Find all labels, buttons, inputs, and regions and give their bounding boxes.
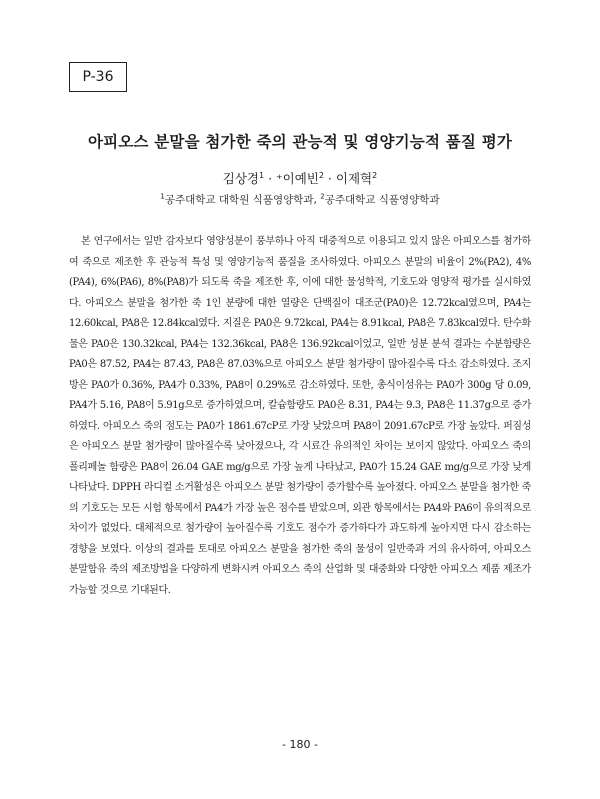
author-2: ⁺이예빈 [276, 171, 319, 186]
page-number: - 180 - [282, 738, 318, 751]
author-2-affil-mark: 2 [318, 170, 324, 180]
author-separator: · [323, 171, 336, 186]
author-1-affil-mark: 1 [259, 170, 265, 180]
affiliation-1: 공주대학교 대학원 식품영양학과, [164, 194, 321, 206]
author-line [0, 169, 600, 187]
affiliation-1-mark: 1 [160, 192, 165, 201]
affiliation-2: 공주대학교 식품영양학과 [324, 194, 440, 206]
affiliation-line [0, 192, 600, 207]
author-1: 김상경 [222, 171, 260, 186]
author-3: 이제혁 [335, 171, 373, 186]
paper-title: 아피오스 분말을 첨가한 죽의 관능적 및 영양기능적 품질 평가 [87, 133, 513, 151]
author-separator: · [264, 171, 277, 186]
abstract-body: 본 연구에서는 일반 감자보다 영양성분이 풍부하나 아직 대중적으로 이용되고 있지 않은 아피오스를 첨가하여 죽으로 제조한 후 관능적 특성 및 영양기능적 품질을 조사하였다. 아피오스 분말의 비율이 2%(PA2), 4%(PA4), 6%(PA6), 8%(PA8)가 되도록 죽을 제조한 후, 이에 대한 물성학적, 기호도와 영양적 평가를 실시하였다. 아피오스 분말을 첨가한 죽 1인 분량에 대한 열량은 단백질이 대조군(PA0)은 12.72kcal였으며, PA4는 12.60kcal, PA8은 12.84kcal였다. 지질은 PA0은 9.72kcal, PA4는 8.91kcal, PA8은 7.83kcal였다. 탄수화물은 PA0은 130.32kcal, PA4는 132.36kcal, PA8은 136.92kcal이었고, 일반 성분 분석 결과는 수분함량은 PA0은 87.52, PA4는 87.43, PA8은 87.03%으로 아피오스 분말 첨가량이 많아질수록 다소 감소하였다. 조지방은 PA0가 0.36%, PA4가 0.33%, PA8이 0.29%로 감소하였다. 또한, 총식이섬유는 PA0가 300g 당 0.09, PA4가 5.16, PA8이 5.91g으로 증가하였으며, 칼슘함량도 PA0은 8.31, PA4는 9.3, PA8은 11.37g으로 증가하였다. 아피오스 죽의 점도는 PA0가 1861.67cP로 가장 낮았으며 PA8이 2091.67cP로 가장 높았다. 퍼짐성은 아피오스 분말 첨가량이 많아질수록 낮아졌으나, 각 시료간 유의적인 차이는 보이지 않았다. 아피오스 죽의 폴리페놀 함량은 PA8이 26.04 GAE mg/g으로 가장 높게 나타났고, PA0가 15.24 GAE mg/g으로 가장 낮게 나타났다. DPPH 라디컬 소거활성은 아피오스 분말 첨가량이 증가할수록 높아졌다. 아피오스 분말을 첨가한 죽의 기호도는 모든 시험 항목에서 PA4가 가장 높은 점수를 받았으며, 외관 항목에서는 PA4와 PA6이 유의적으로 차이가 없었다. 대체적으로 첨가량이 높아질수록 기호도 점수가 증가하다가 과도하게 높아지면 다시 감소하는 경향을 보였다. 이상의 결과를 토대로 아피오스 분말을 첨가한 죽의 물성이 일반죽과 거의 유사하여, 아피오스 분말함유 죽의 제조방법을 다양하게 변화시켜 아피오스 죽의 산업화 및 대중화와 다양한 아피오스 제품 제조가 가능할 것으로 기대된다. [69, 236, 531, 596]
poster-id-box: P-36 [69, 62, 127, 92]
author-3-affil-mark: 2 [372, 170, 378, 180]
affiliation-2-mark: 2 [320, 192, 325, 201]
